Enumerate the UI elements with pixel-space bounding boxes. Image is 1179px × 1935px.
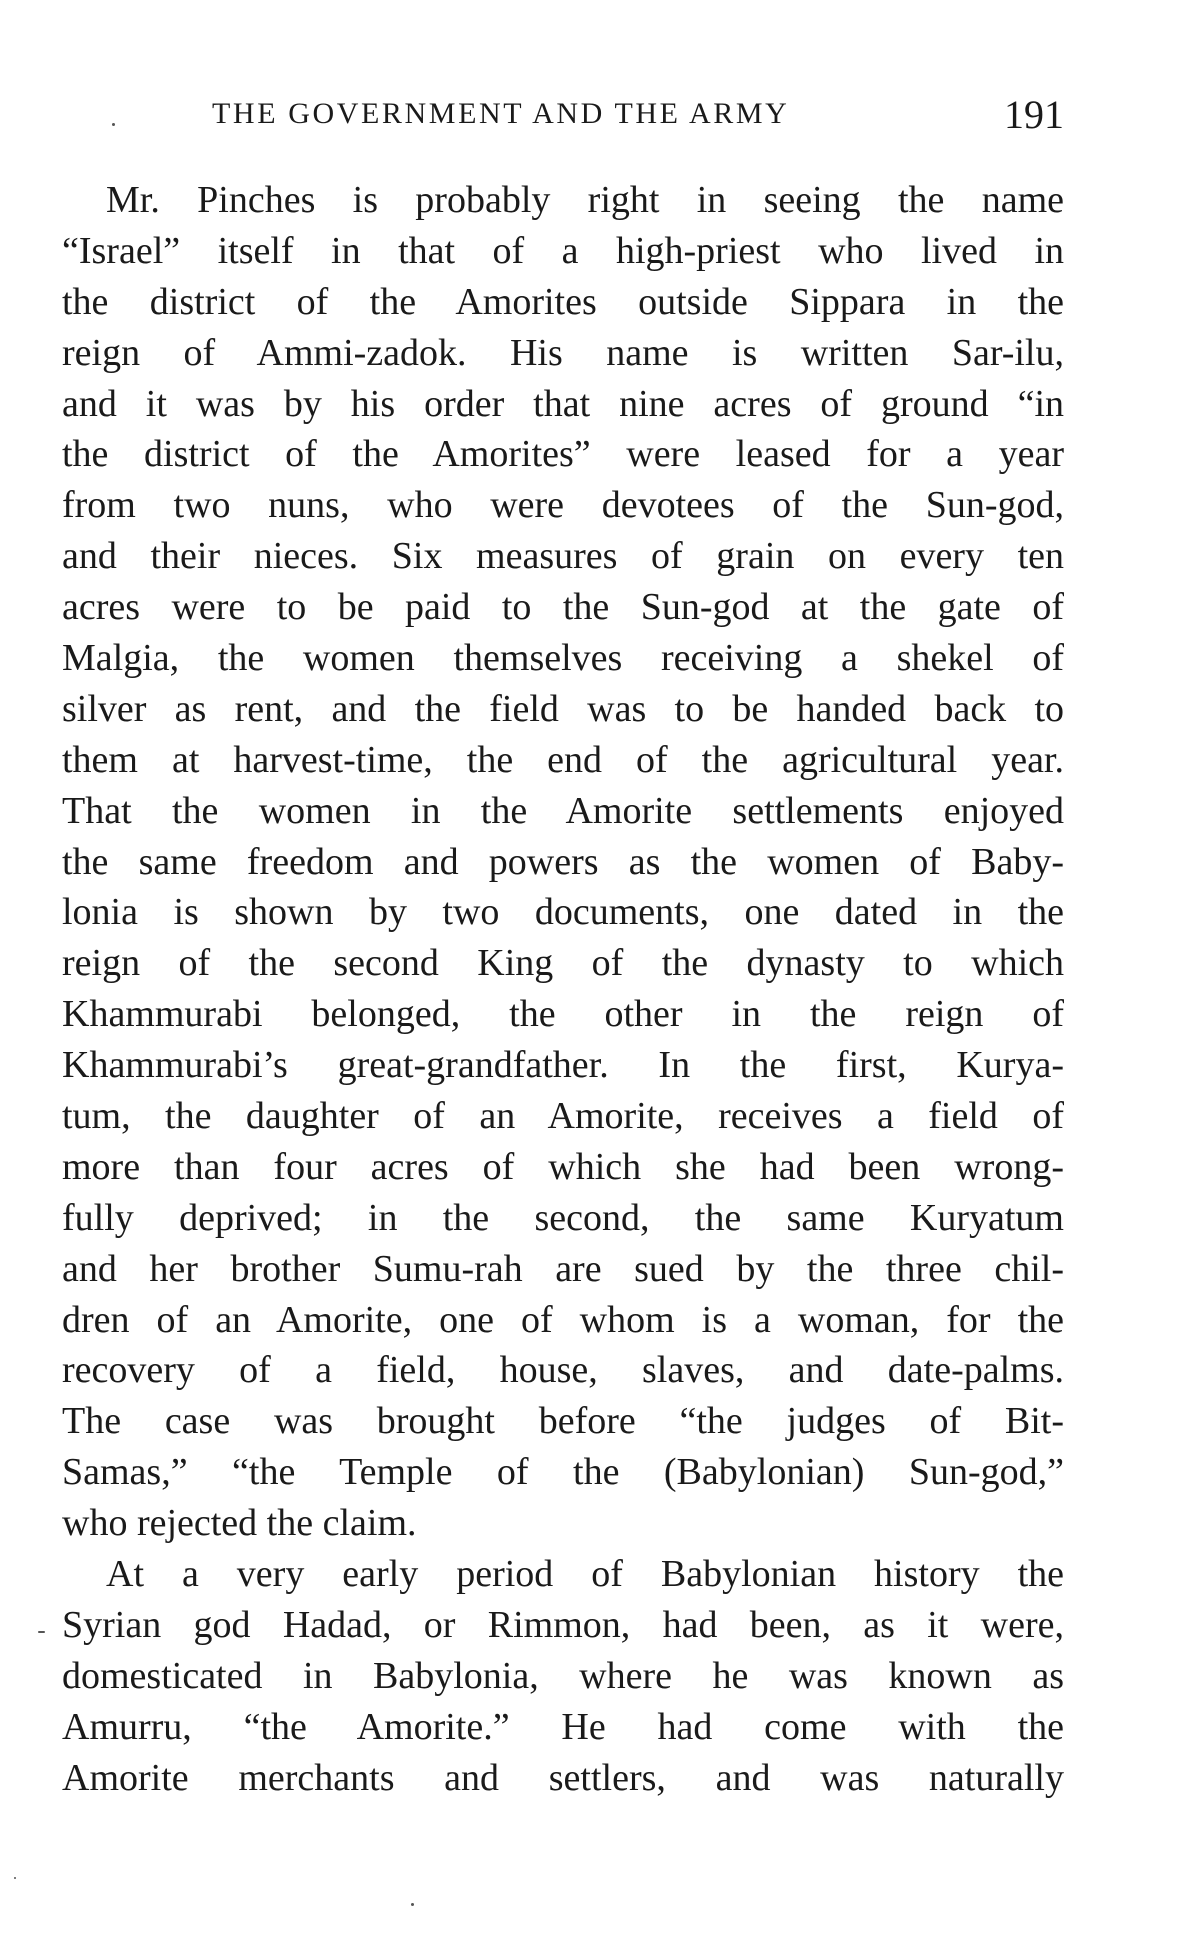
text-line: fully deprived; in the second, the same Kuryatum [62,1196,1064,1239]
text-line: Malgia, the women themselves receiving a shekel of [62,637,1064,680]
text-line: and their nieces. Six measures of grain on every ten [62,535,1064,578]
text-line: Mr. Pinches is probably right in seeing the name [106,179,1064,221]
text-line: The case was brought before “the judges of Bit- [62,1400,1064,1443]
ink-speck [14,1877,16,1879]
paragraph [62,175,1064,1549]
text-line: tum, the daughter of an Amorite, receives a field of [62,1095,1064,1138]
text-line: Amurru, “the Amorite.” He had come with the [62,1705,1064,1748]
text-line: Samas,” “the Temple of the (Babylonian) Sun-god,” [62,1451,1064,1494]
running-head [62,92,1064,142]
text-line: reign of Ammi-zadok. His name is written Sar-ilu, [62,331,1064,374]
text-line: who rejected the claim. [62,1502,417,1545]
body-text [62,175,1064,1804]
text-line: them at harvest-time, the end of the agricultural year. [62,738,1064,781]
text-line: Khammurabi’s great-grandfather. In the first, Kurya- [62,1044,1064,1087]
text-line: and it was by his order that nine acres of ground “in [62,382,1064,425]
text-line: reign of the second King of the dynasty to which [62,942,1064,985]
ink-speck [38,1631,45,1633]
text-line: more than four acres of which she had been wrong- [62,1145,1064,1188]
text-line: That the women in the Amorite settlements enjoyed [62,789,1064,832]
text-line: domesticated in Babylonia, where he was known as [62,1654,1064,1697]
text-line: Syrian god Hadad, or Rimmon, had been, as it were, [62,1603,1064,1646]
text-line: the district of the Amorites” were leased for a year [62,433,1064,476]
running-title: THE GOVERNMENT AND THE ARMY [212,97,790,130]
page-number: 191 [1004,92,1064,137]
text-line: Khammurabi belonged, the other in the reign of [62,993,1064,1036]
text-line: Amorite merchants and settlers, and was naturally [62,1756,1064,1799]
text-line: acres were to be paid to the Sun-god at the gate of [62,586,1064,629]
ink-speck [112,123,115,126]
ink-speck [411,1903,414,1906]
text-line: silver as rent, and the field was to be handed back to [62,687,1064,730]
text-line: dren of an Amorite, one of whom is a woman, for the [62,1298,1064,1341]
text-line: At a very early period of Babylonian history the [106,1553,1064,1596]
text-line: the same freedom and powers as the women of Baby- [62,840,1064,883]
paragraph [62,1549,1064,1803]
text-line: and her brother Sumu-rah are sued by the three chil- [62,1247,1064,1290]
text-line: lonia is shown by two documents, one dated in the [62,891,1064,934]
text-line: the district of the Amorites outside Sippara in the [62,280,1064,323]
text-line: recovery of a field, house, slaves, and date-palms. [62,1349,1064,1392]
text-line: “Israel” itself in that of a high-priest who lived in [62,229,1064,272]
text-line: from two nuns, who were devotees of the Sun-god, [62,484,1064,527]
